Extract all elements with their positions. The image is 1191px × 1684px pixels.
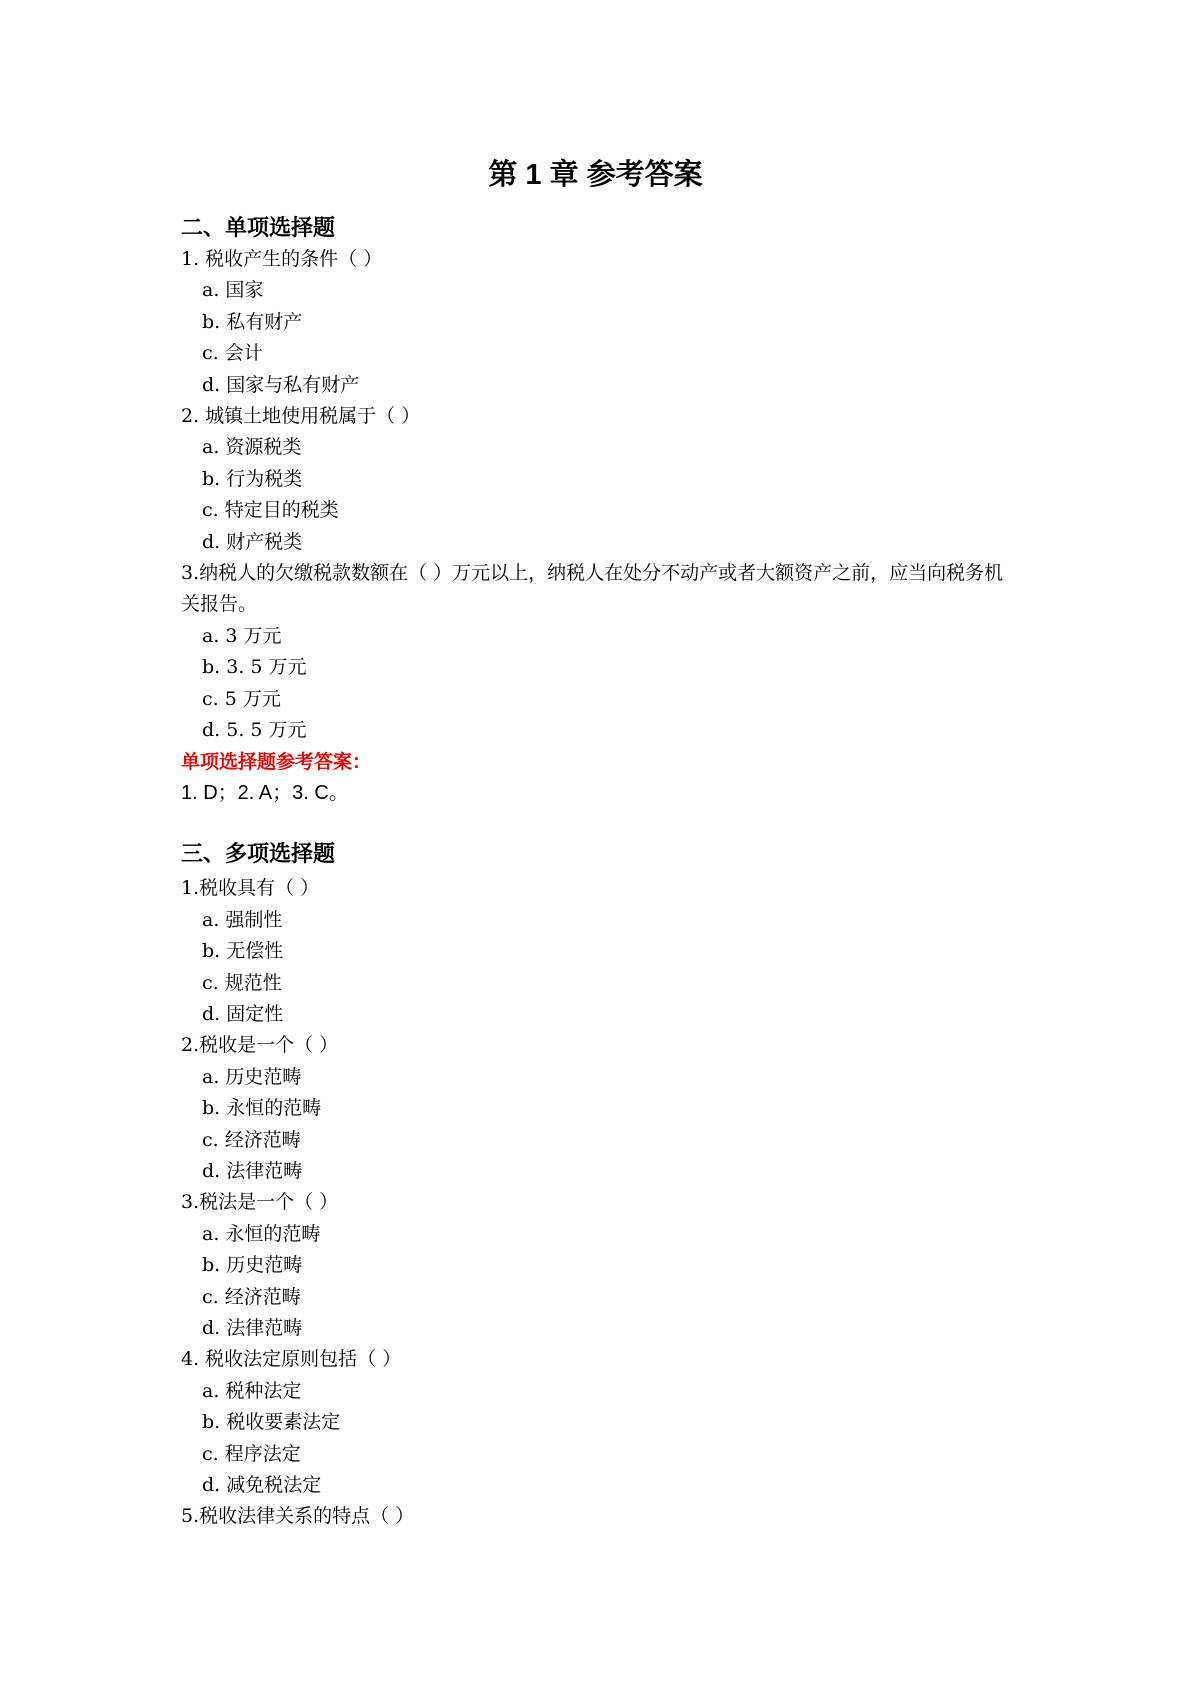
option-item: b. 无偿性: [202, 940, 284, 963]
question-block: [181, 873, 1021, 1030]
question-text: 1. 税收产生的条件（ ）: [181, 248, 383, 270]
page-title: 第 1 章 参考答案: [488, 159, 703, 191]
question-text: 1.税收具有（ ）: [181, 877, 320, 900]
option-item: c. 经济范畴: [202, 1285, 301, 1308]
option-item: c. 5 万元: [202, 687, 281, 710]
section-heading: 二、单项选择题: [181, 216, 336, 241]
option-item: a. 强制性: [202, 908, 283, 931]
question-text: 2.税收是一个（ ）: [181, 1034, 339, 1057]
single-choice-section: [181, 213, 1021, 809]
question-block: [181, 1187, 1021, 1344]
question-block: [181, 558, 1021, 746]
option-item: a. 永恒的范畴: [202, 1222, 321, 1245]
option-item: b. 私有财产: [202, 310, 303, 333]
question-block: [181, 401, 1021, 558]
answer-key-label: 单项选择题参考答案：: [181, 750, 372, 773]
option-item: b. 行为税类: [202, 467, 303, 490]
option-item: c. 特定目的税类: [202, 499, 339, 522]
multiple-choice-section: [181, 839, 1021, 1533]
option-item: c. 经济范畴: [202, 1128, 301, 1151]
question-block: [181, 1501, 1021, 1532]
option-item: d. 法律范畴: [202, 1317, 303, 1339]
option-item: c. 程序法定: [202, 1442, 301, 1465]
section-heading: 三、多项选择题: [181, 842, 336, 868]
option-item: d. 财产税类: [202, 530, 303, 553]
section-spacer: [181, 809, 1021, 839]
option-item: c. 规范性: [202, 971, 282, 994]
option-item: b. 3. 5 万元: [202, 656, 307, 679]
question-block: [181, 244, 1021, 401]
document-body: [181, 213, 1021, 1533]
option-item: d. 国家与私有财产: [202, 373, 360, 396]
option-item: b. 永恒的范畴: [202, 1097, 322, 1120]
option-item: d. 固定性: [202, 1002, 284, 1025]
question-block: [181, 1030, 1021, 1187]
option-item: b. 税收要素法定: [202, 1411, 341, 1434]
option-item: b. 历史范畴: [202, 1254, 303, 1277]
question-text: 3.纳税人的欠缴税款数额在（ ）万元以上，纳税人在处分不动产或者大额资产之前，应当向税务机关报告。: [181, 562, 1004, 616]
answer-key-text: 1. D；2. A；3. C。: [181, 781, 349, 804]
option-item: c. 会计: [202, 342, 263, 365]
question-text: 3.税法是一个（ ）: [181, 1191, 339, 1214]
question-block: [181, 1344, 1021, 1501]
option-item: a. 3 万元: [202, 624, 282, 647]
option-item: a. 国家: [202, 279, 264, 302]
option-item: d. 减免税法定: [202, 1474, 322, 1497]
option-item: a. 历史范畴: [202, 1065, 302, 1088]
option-item: d. 5. 5 万元: [202, 719, 307, 742]
option-item: a. 税种法定: [202, 1379, 302, 1402]
option-item: a. 资源税类: [202, 436, 302, 459]
question-text: 4. 税收法定原则包括（ ）: [181, 1348, 402, 1371]
question-text: 5.税收法律关系的特点（ ）: [181, 1505, 415, 1528]
question-text: 2. 城镇土地使用税属于（ ）: [181, 405, 421, 428]
option-item: d. 法律范畴: [202, 1159, 303, 1182]
